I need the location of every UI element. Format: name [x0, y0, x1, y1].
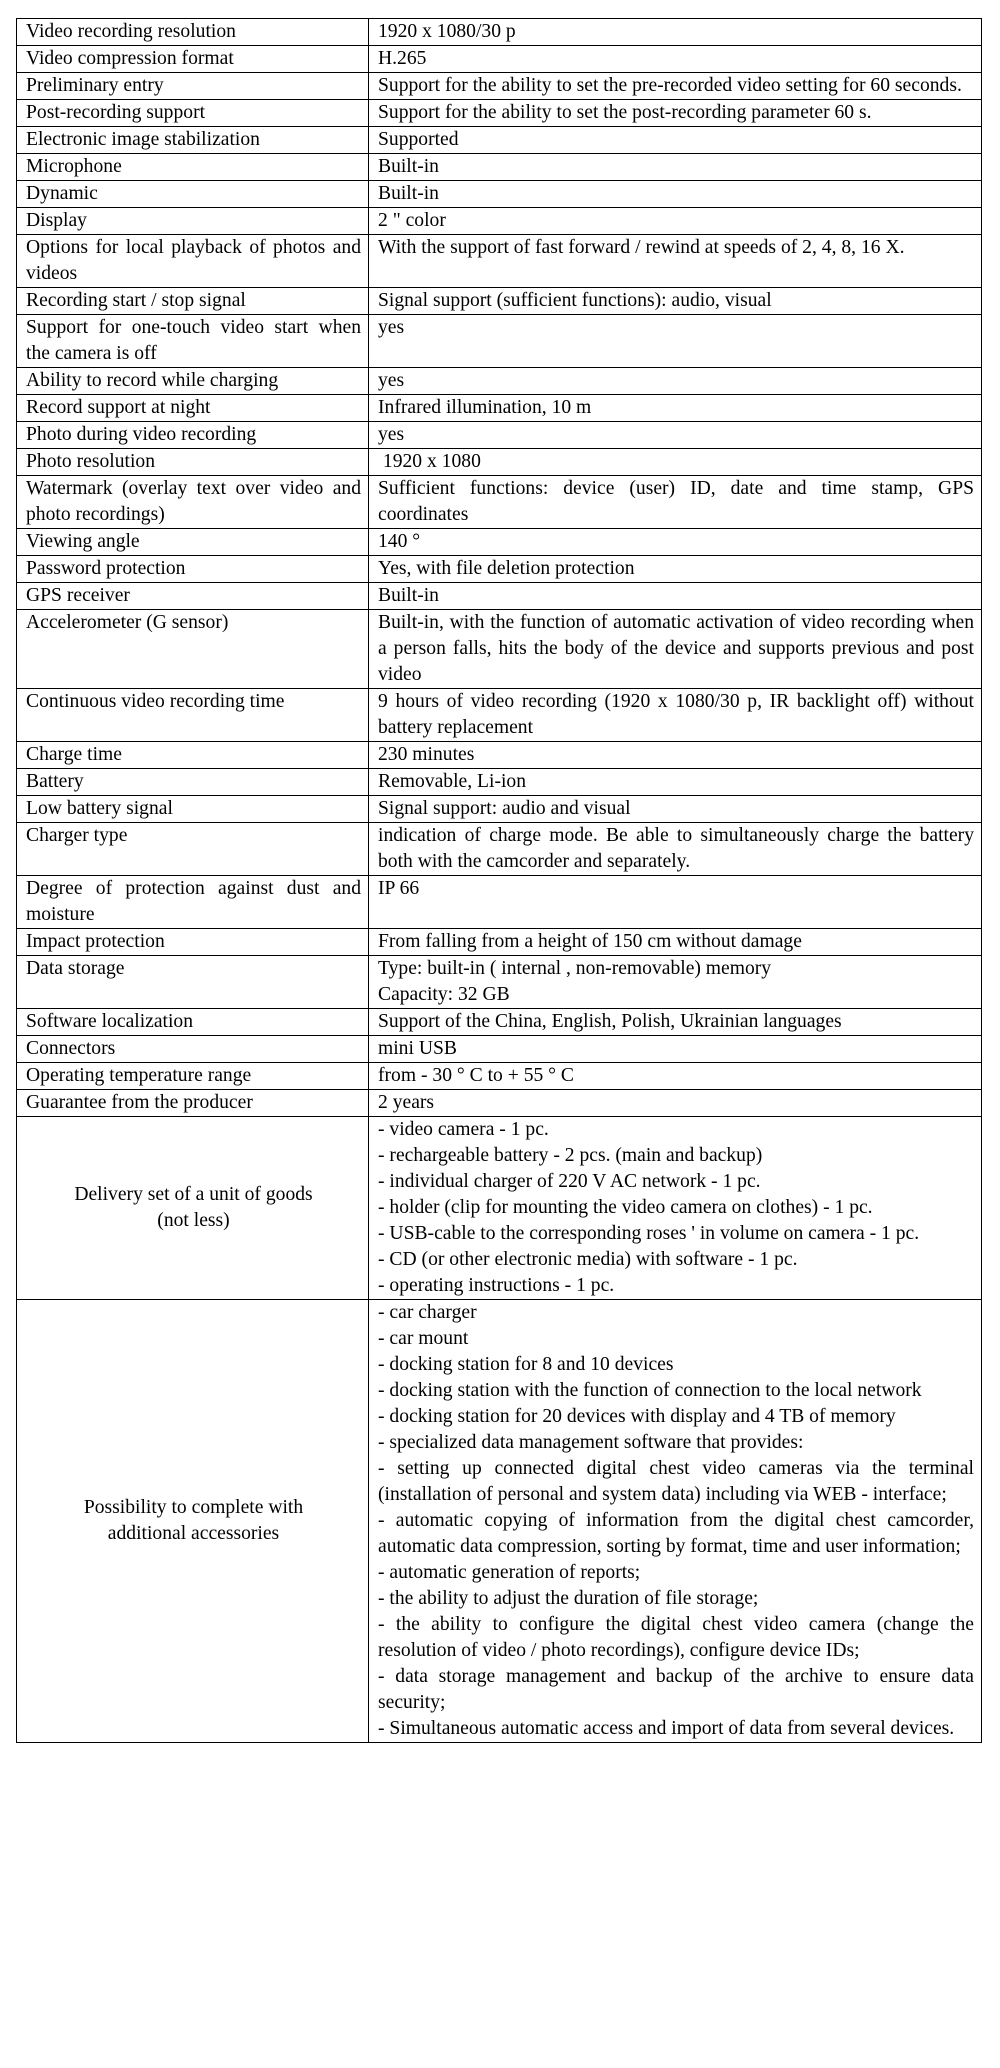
- param-cell: Connectors: [17, 1036, 369, 1063]
- param-cell: Video recording resolution: [17, 19, 369, 46]
- table-row: [17, 529, 982, 556]
- accessories-items-cell: [369, 1300, 982, 1743]
- table-row: [17, 876, 982, 929]
- table-row-accessories: [17, 1300, 982, 1743]
- value-cell: Removable, Li-ion: [369, 769, 982, 796]
- table-row: [17, 1009, 982, 1036]
- value-cell: yes: [369, 315, 982, 368]
- param-cell: Battery: [17, 769, 369, 796]
- value-cell: IP 66: [369, 876, 982, 929]
- table-row: [17, 315, 982, 368]
- value-cell: H.265: [369, 46, 982, 73]
- storage-type: Type: built-in ( internal , non-removable) memory: [378, 958, 772, 979]
- table-row: [17, 127, 982, 154]
- accessories-label-line-1: Possibility to complete with: [83, 1497, 304, 1518]
- accessories-label-cell: [17, 1300, 369, 1743]
- table-row: [17, 208, 982, 235]
- value-cell: 2 years: [369, 1090, 982, 1117]
- value-cell: Signal support: audio and visual: [369, 796, 982, 823]
- list-item: - docking station for 8 and 10 devices: [378, 1354, 674, 1375]
- table-row: [17, 796, 982, 823]
- param-cell: Software localization: [17, 1009, 369, 1036]
- value-cell: Yes, with file deletion protection: [369, 556, 982, 583]
- list-item: - individual charger of 220 V AC network - 1 pc.: [378, 1171, 761, 1192]
- value-cell: 230 minutes: [369, 742, 982, 769]
- table-row: [17, 610, 982, 689]
- param-cell: Charge time: [17, 742, 369, 769]
- list-item: - setting up connected digital chest video cameras via the terminal (installation of personal and system data) including via WEB - interface;: [378, 1458, 974, 1505]
- list-item: - car mount: [378, 1328, 469, 1349]
- table-row: [17, 583, 982, 610]
- table-row-delivery: [17, 1117, 982, 1300]
- table-row: [17, 823, 982, 876]
- table-row: [17, 1090, 982, 1117]
- value-cell: Built-in: [369, 583, 982, 610]
- param-cell: Microphone: [17, 154, 369, 181]
- value-cell: Support of the China, English, Polish, Ukrainian languages: [369, 1009, 982, 1036]
- list-item: - automatic generation of reports;: [378, 1562, 641, 1583]
- table-row: [17, 235, 982, 288]
- table-row: [17, 956, 982, 1009]
- delivery-label-line-2: (not less): [157, 1210, 230, 1231]
- list-item: - Simultaneous automatic access and import of data from several devices.: [378, 1718, 955, 1739]
- param-cell: Guarantee from the producer: [17, 1090, 369, 1117]
- accessories-label-line-2: additional accessories: [107, 1523, 280, 1544]
- value-cell: 1920 x 1080/30 p: [369, 19, 982, 46]
- value-cell: indication of charge mode. Be able to simultaneously charge the battery both with the camcorder and separately.: [369, 823, 982, 876]
- table-row: [17, 100, 982, 127]
- param-cell: Watermark (overlay text over video and photo recordings): [17, 476, 369, 529]
- table-row: [17, 288, 982, 315]
- param-cell: Degree of protection against dust and moisture: [17, 876, 369, 929]
- value-cell: yes: [369, 422, 982, 449]
- param-cell: Recording start / stop signal: [17, 288, 369, 315]
- param-cell: Ability to record while charging: [17, 368, 369, 395]
- value-cell: Sufficient functions: device (user) ID, date and time stamp, GPS coordinates: [369, 476, 982, 529]
- param-cell: Electronic image stabilization: [17, 127, 369, 154]
- value-cell: 9 hours of video recording (1920 x 1080/30 p, IR backlight off) without battery replacement: [369, 689, 982, 742]
- list-item: - operating instructions - 1 pc.: [378, 1275, 615, 1296]
- value-cell: 2 " color: [369, 208, 982, 235]
- value-cell: Built-in: [369, 154, 982, 181]
- param-cell: Data storage: [17, 956, 369, 1009]
- table-row: [17, 1036, 982, 1063]
- param-cell: Operating temperature range: [17, 1063, 369, 1090]
- table-row: [17, 19, 982, 46]
- table-row: [17, 73, 982, 100]
- table-row: [17, 742, 982, 769]
- list-item: - video camera - 1 pc.: [378, 1119, 549, 1140]
- delivery-items-cell: [369, 1117, 982, 1300]
- value-cell: from - 30 ° C to + 55 ° C: [369, 1063, 982, 1090]
- list-item: - the ability to adjust the duration of file storage;: [378, 1588, 759, 1609]
- list-item: - docking station for 20 devices with display and 4 TB of memory: [378, 1406, 896, 1427]
- table-row: [17, 929, 982, 956]
- table-row: [17, 769, 982, 796]
- param-cell: Video compression format: [17, 46, 369, 73]
- table-row: [17, 395, 982, 422]
- table-row: [17, 556, 982, 583]
- table-row: [17, 181, 982, 208]
- param-cell: Low battery signal: [17, 796, 369, 823]
- value-cell: Signal support (sufficient functions): audio, visual: [369, 288, 982, 315]
- table-row: [17, 154, 982, 181]
- value-cell: 1920 x 1080: [369, 449, 982, 476]
- param-cell: Impact protection: [17, 929, 369, 956]
- value-cell: Supported: [369, 127, 982, 154]
- param-cell: Continuous video recording time: [17, 689, 369, 742]
- list-item: - the ability to configure the digital chest video camera (change the resolution of video / photo recordings), configure device IDs;: [378, 1614, 974, 1661]
- table-row: [17, 689, 982, 742]
- value-cell: With the support of fast forward / rewind at speeds of 2, 4, 8, 16 X.: [369, 235, 982, 288]
- specification-table: [16, 18, 982, 1743]
- value-cell: mini USB: [369, 1036, 982, 1063]
- delivery-label-cell: [17, 1117, 369, 1300]
- param-cell: Post-recording support: [17, 100, 369, 127]
- param-cell: Options for local playback of photos and videos: [17, 235, 369, 288]
- value-cell: 140 °: [369, 529, 982, 556]
- param-cell: Record support at night: [17, 395, 369, 422]
- param-cell: GPS receiver: [17, 583, 369, 610]
- param-cell: Photo during video recording: [17, 422, 369, 449]
- table-row: [17, 46, 982, 73]
- value-cell: Built-in, with the function of automatic activation of video recording when a person falls, hits the body of the device and supports previous and post video: [369, 610, 982, 689]
- param-cell: Photo resolution: [17, 449, 369, 476]
- param-cell: Display: [17, 208, 369, 235]
- table-row: [17, 476, 982, 529]
- param-cell: Accelerometer (G sensor): [17, 610, 369, 689]
- list-item: - holder (clip for mounting the video camera on clothes) - 1 pc.: [378, 1197, 873, 1218]
- table-row: [17, 449, 982, 476]
- delivery-label-line-1: Delivery set of a unit of goods: [74, 1184, 313, 1205]
- value-cell: Support for the ability to set the post-recording parameter 60 s.: [369, 100, 982, 127]
- value-cell: yes: [369, 368, 982, 395]
- list-item: - automatic copying of information from the digital chest camcorder, automatic data compression, sorting by format, time and user information;: [378, 1510, 974, 1557]
- list-item: - docking station with the function of connection to the local network: [378, 1380, 922, 1401]
- list-item: - CD (or other electronic media) with software - 1 pc.: [378, 1249, 798, 1270]
- storage-capacity: Capacity: 32 GB: [378, 984, 510, 1005]
- param-cell: Dynamic: [17, 181, 369, 208]
- list-item: - car charger: [378, 1302, 477, 1323]
- value-cell: [369, 956, 982, 1009]
- param-cell: Charger type: [17, 823, 369, 876]
- table-row: [17, 368, 982, 395]
- table-row: [17, 422, 982, 449]
- value-cell: Support for the ability to set the pre-recorded video setting for 60 seconds.: [369, 73, 982, 100]
- param-cell: Password protection: [17, 556, 369, 583]
- list-item: - specialized data management software that provides:: [378, 1432, 804, 1453]
- value-cell: From falling from a height of 150 cm without damage: [369, 929, 982, 956]
- param-cell: Preliminary entry: [17, 73, 369, 100]
- list-item: - USB-cable to the corresponding roses ' in volume on camera - 1 pc.: [378, 1223, 920, 1244]
- value-cell: Built-in: [369, 181, 982, 208]
- value-cell: Infrared illumination, 10 m: [369, 395, 982, 422]
- list-item: - rechargeable battery - 2 pcs. (main and backup): [378, 1145, 763, 1166]
- table-row: [17, 1063, 982, 1090]
- param-cell: Support for one-touch video start when the camera is off: [17, 315, 369, 368]
- list-item: - data storage management and backup of the archive to ensure data security;: [378, 1666, 974, 1713]
- param-cell: Viewing angle: [17, 529, 369, 556]
